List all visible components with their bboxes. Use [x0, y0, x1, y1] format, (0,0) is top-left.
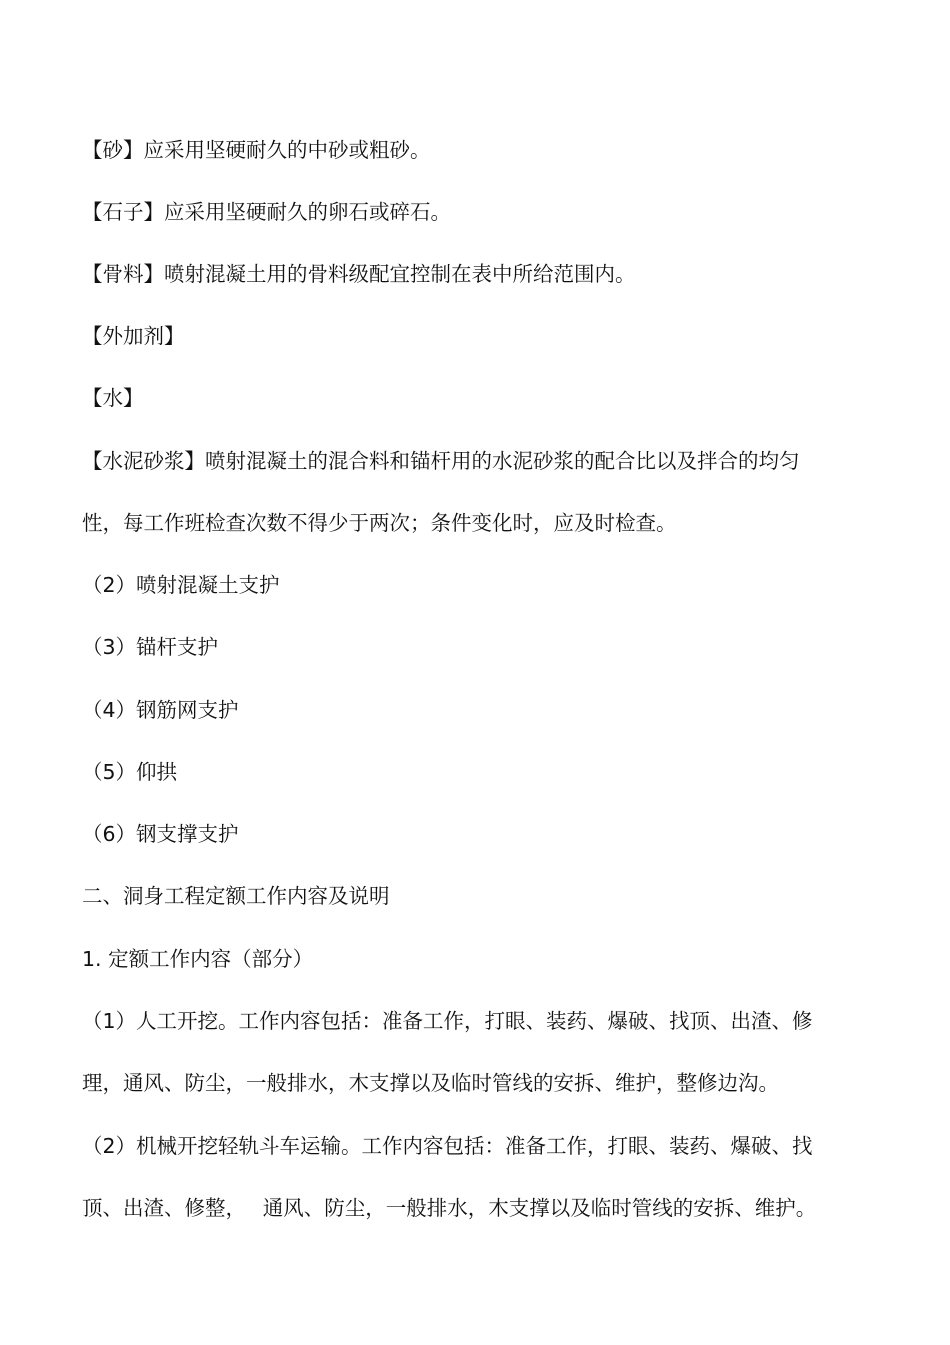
paragraph-water: 【水】 [82, 386, 144, 410]
paragraph-manual-excavation-line-1: （1）人工开挖。工作内容包括：准备工作，打眼、装药、爆破、找顶、出渣、修 [82, 1009, 813, 1033]
section-heading: 二、洞身工程定额工作内容及说明 [82, 884, 390, 908]
paragraph-admixture: 【外加剂】 [82, 324, 185, 348]
list-item-anchor-support: （3）锚杆支护 [82, 635, 219, 659]
paragraph-stone: 【石子】应采用坚硬耐久的卵石或碎石。 [82, 200, 451, 224]
paragraph-aggregate: 【骨料】喷射混凝土用的骨料级配宜控制在表中所给范围内。 [82, 262, 636, 286]
list-item-mesh-support: （4）钢筋网支护 [82, 698, 239, 722]
paragraph-cement-mortar-line-1: 【水泥砂浆】喷射混凝土的混合料和锚杆用的水泥砂浆的配合比以及拌合的均匀 [82, 449, 800, 473]
paragraph-mechanical-excavation-line-2: 顶、出渣、修整， 通风、防尘，一般排水，木支撑以及临时管线的安拆、维护。 [82, 1196, 817, 1220]
subsection-heading: 1. 定额工作内容（部分） [82, 947, 314, 971]
paragraph-mechanical-excavation-line-1: （2）机械开挖轻轨斗车运输。工作内容包括：准备工作，打眼、装药、爆破、找 [82, 1134, 813, 1158]
list-item-invert: （5）仰拱 [82, 760, 178, 784]
paragraph-manual-excavation-line-2: 理，通风、防尘，一般排水，木支撑以及临时管线的安拆、维护，整修边沟。 [82, 1071, 779, 1095]
paragraph-cement-mortar-line-2: 性，每工作班检查次数不得少于两次；条件变化时，应及时检查。 [82, 511, 677, 535]
list-item-shotcrete-support: （2）喷射混凝土支护 [82, 573, 280, 597]
paragraph-sand: 【砂】应采用坚硬耐久的中砂或粗砂。 [82, 138, 431, 162]
list-item-steel-support: （6）钢支撑支护 [82, 822, 239, 846]
